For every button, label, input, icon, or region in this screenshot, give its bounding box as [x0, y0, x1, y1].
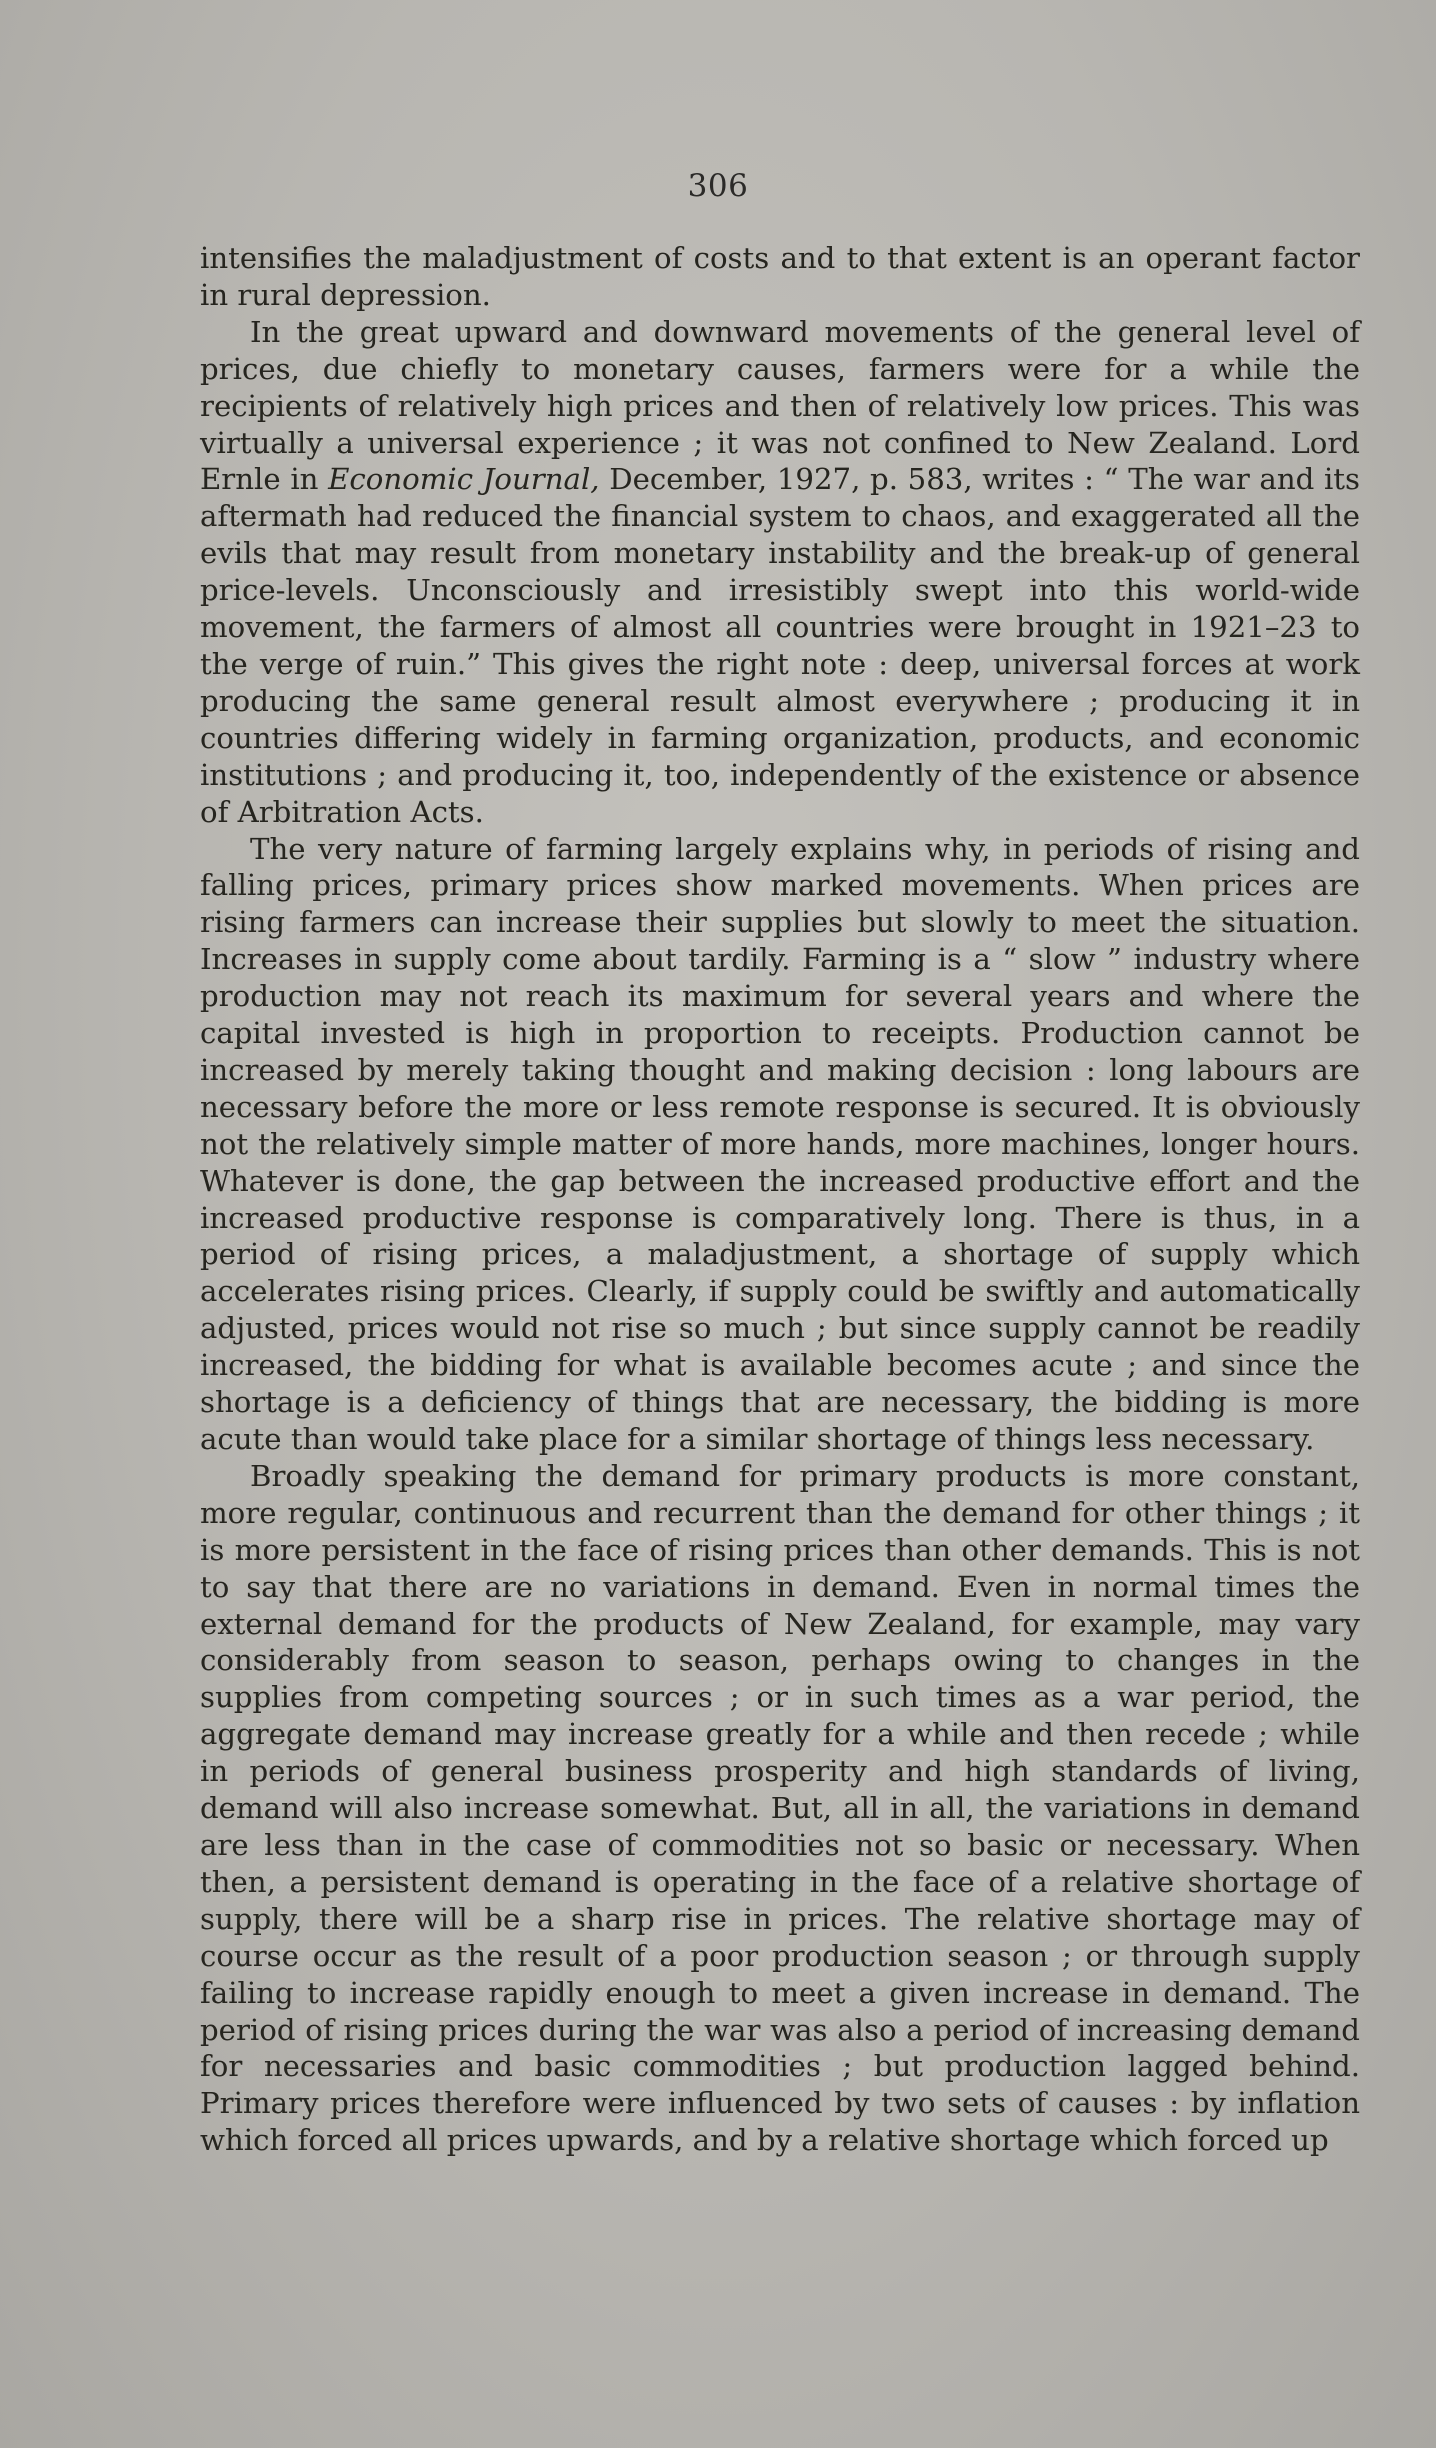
paragraph-text: December, 1927, p. 583, writes : “ The war and its aftermath had reduced the financial system to chaos, and exaggerated all the evils that may result from monetary instability and the break-up of general price-levels. Unconsciously and irresistibly swept into this world-wide movement, the farmers of almost all countries were brought in 1921–23 to the verge of ruin.” This gives the right note : deep, universal forces at work producing the same general result almost everywhere ; producing it in countries differing widely in farming organization, products, and economic institutions ; and producing it, too, independently of the existence or absence of Arbitration Acts.: [200, 462, 1360, 829]
paragraph-text: In the great upward and downward movements of the general level of prices, due chiefly to monetary causes, farmers were for a while the recipients of relatively high prices and then of relatively low prices. This was virtually a universal experience ; it was not confined to New Zealand. Lord Ernle in: [200, 314, 1360, 497]
paragraph-text: intensifies the maladjustment of costs and to that extent is an operant factor in rural depression.: [200, 241, 1360, 312]
paragraph-text: Broadly speaking the demand for primary products is more constant, more regular, continuous and recurrent than the demand for other things ; it is more persistent in the face of rising prices than other demands. This is not to say that there are no variations in demand. Even in normal times the external demand for the products of New Zealand, for example, may vary considerably from season to season, perhaps owing to changes in the supplies from competing sources ; or in such times as a war period, the aggregate demand may increase greatly for a while and then recede ; while in periods of general business prosperity and high standards of living, demand will also increase somewhat. But, all in all, the variations in demand are less than in the case of commodities not so basic or necessary. When then, a persistent demand is operating in the face of a relative shortage of supply, there will be a sharp rise in prices. The relative shortage may of course occur as the result of a poor production season ; or through supply failing to increase rapidly enough to meet a given increase in demand. The period of rising prices during the war was also a period of increasing demand for necessaries and basic commodities ; but production lagged behind. Primary prices therefore were influenced by two sets of causes : by inflation which forced all prices upwards, and by a relative shortage which forced up: [200, 1458, 1360, 2158]
page-number: 306: [687, 168, 749, 204]
paragraph-p3: [200, 831, 1360, 1458]
paragraph-p4: [200, 1458, 1360, 2159]
paragraph-p1: [200, 240, 1360, 314]
body-text: [200, 240, 1360, 2159]
citation-title: Economic Journal,: [328, 462, 600, 497]
paragraph-text: The very nature of farming largely explains why, in periods of rising and falling prices, primary prices show marked movements. When prices are rising farmers can increase their supplies but slowly to meet the situation. Increases in supply come about tardily. Farming is a “ slow ” industry where production may not reach its maximum for several years and where the capital invested is high in proportion to receipts. Production cannot be increased by merely taking thought and making decision : long labours are necessary before the more or less remote response is secured. It is obviously not the relatively simple matter of more hands, more machines, longer hours. Whatever is done, the gap between the increased productive effort and the increased productive response is comparatively long. There is thus, in a period of rising prices, a maladjustment, a shortage of supply which accelerates rising prices. Clearly, if supply could be swiftly and automatically adjusted, prices would not rise so much ; but since supply cannot be readily increased, the bidding for what is available becomes acute ; and since the shortage is a deficiency of things that are necessary, the bidding is more acute than would take place for a similar shortage of things less necessary.: [200, 831, 1360, 1456]
paragraph-p2: [200, 314, 1360, 831]
